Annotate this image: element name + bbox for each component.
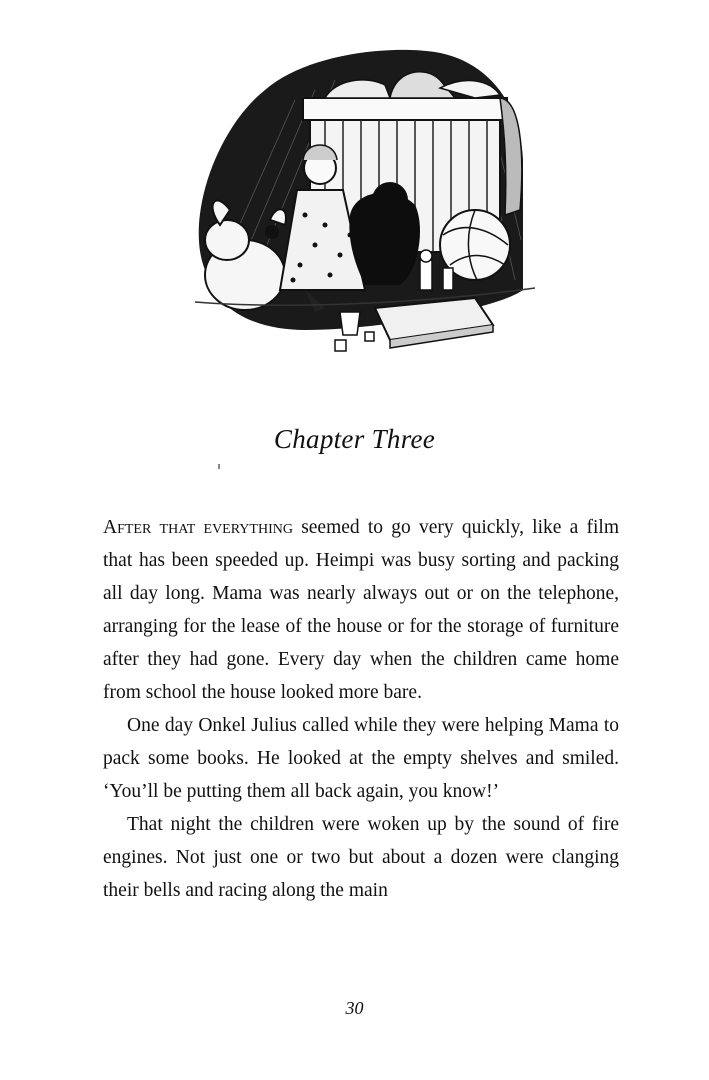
paragraph-2: One day Onkel Julius called while they were helping Mama to pack some books. He looked at the empty shelves and smiled. ‘You’ll be putting them all back again, you know!’ — [103, 715, 619, 802]
paragraph-3: That night the children were woken up by the sound of fire engines. Not just one or two but about a dozen were clanging their bells and racing along the main — [103, 814, 619, 901]
chapter-title: Chapter Three — [273, 424, 436, 454]
toy-corner-illustration-icon — [175, 40, 535, 355]
body-text — [103, 511, 619, 907]
paragraph-1-lead: After that everything — [103, 517, 293, 538]
page-number: 30 — [345, 998, 364, 1018]
paragraph-1-text: seemed to go very quickly, like a film that has been speeded up. Heimpi was busy sorting and packing all day long. Mama was nearly always out or on the telephone, arranging for the lease of the house or for the storage of furniture after they had gone. Every day when the children came home from school the house looked more bare. — [103, 517, 619, 703]
paragraph-1 — [103, 511, 619, 709]
print-speck — [218, 464, 220, 469]
